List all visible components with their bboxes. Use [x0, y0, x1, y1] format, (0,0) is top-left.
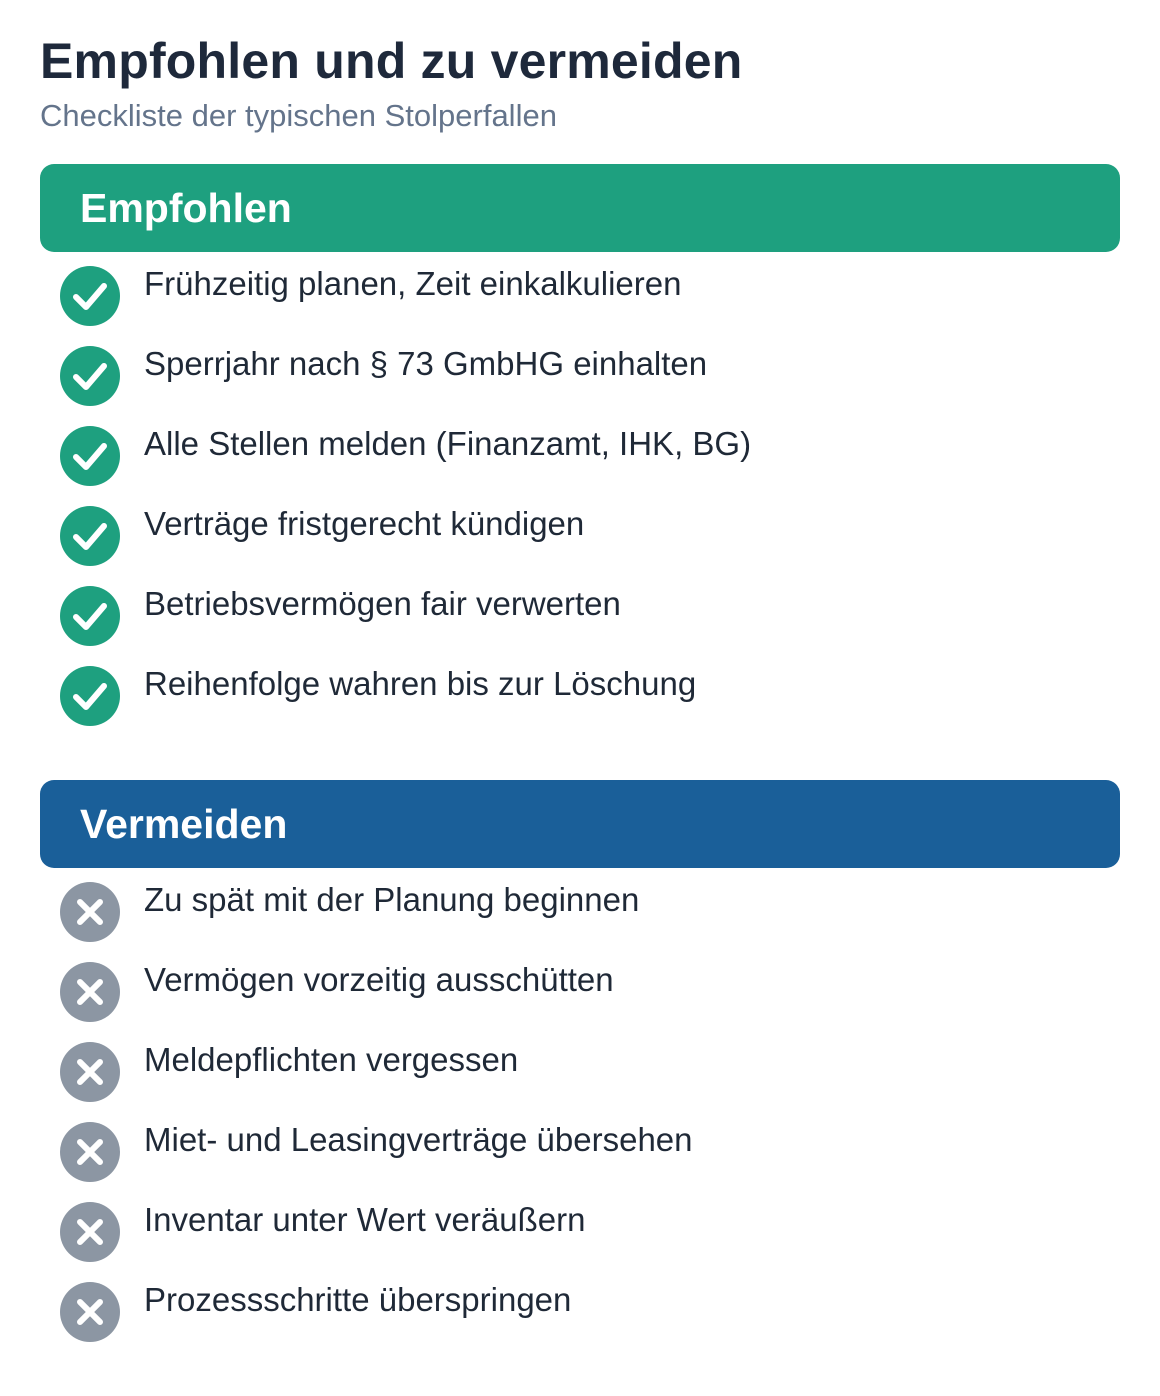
- avoid-item: [40, 1108, 1120, 1188]
- recommended-item-text: Sperrjahr nach § 73 GmbHG einhalten: [144, 345, 708, 382]
- recommended-header: Empfohlen: [40, 164, 1120, 252]
- x-circle-icon: [60, 1202, 120, 1262]
- avoid-item: [40, 1188, 1120, 1268]
- avoid-item-text: Meldepflichten vergessen: [144, 1041, 519, 1078]
- recommended-item: [40, 252, 1120, 332]
- avoid-item-text: Prozessschritte überspringen: [144, 1281, 572, 1318]
- avoid-item: [40, 948, 1120, 1028]
- page-subtitle: Checkliste der typischen Stolperfallen: [40, 98, 557, 133]
- recommended-item-text: Reihenfolge wahren bis zur Löschung: [144, 665, 697, 702]
- avoid-header: Vermeiden: [40, 780, 1120, 868]
- recommended-item-text: Alle Stellen melden (Finanzamt, IHK, BG): [144, 425, 752, 462]
- recommended-item-text: Verträge fristgerecht kündigen: [144, 505, 585, 542]
- avoid-item-text: Inventar unter Wert veräußern: [144, 1201, 586, 1238]
- avoid-item-text: Zu spät mit der Planung beginnen: [144, 881, 640, 918]
- x-circle-icon: [60, 1122, 120, 1182]
- avoid-item-text: Miet- und Leasingverträge übersehen: [144, 1121, 693, 1158]
- check-circle-icon: [60, 346, 120, 406]
- recommended-item: [40, 572, 1120, 652]
- recommended-item: [40, 652, 1120, 732]
- avoid-list: [40, 868, 1120, 1348]
- recommended-item: [40, 332, 1120, 412]
- check-circle-icon: [60, 426, 120, 486]
- avoid-item: [40, 1268, 1120, 1348]
- check-circle-icon: [60, 266, 120, 326]
- avoid-item: [40, 868, 1120, 948]
- recommended-section: [40, 164, 1120, 732]
- recommended-item-text: Betriebsvermögen fair verwerten: [144, 585, 621, 622]
- page-title: Empfohlen und zu vermeiden: [40, 33, 743, 89]
- avoid-item-text: Vermögen vorzeitig ausschütten: [144, 961, 614, 998]
- recommended-item: [40, 492, 1120, 572]
- x-circle-icon: [60, 882, 120, 942]
- avoid-section: [40, 780, 1120, 1348]
- x-circle-icon: [60, 1282, 120, 1342]
- recommended-list: [40, 252, 1120, 732]
- check-circle-icon: [60, 506, 120, 566]
- recommended-item: [40, 412, 1120, 492]
- x-circle-icon: [60, 962, 120, 1022]
- recommended-item-text: Frühzeitig planen, Zeit einkalkulieren: [144, 265, 682, 302]
- x-circle-icon: [60, 1042, 120, 1102]
- check-circle-icon: [60, 586, 120, 646]
- avoid-item: [40, 1028, 1120, 1108]
- check-circle-icon: [60, 666, 120, 726]
